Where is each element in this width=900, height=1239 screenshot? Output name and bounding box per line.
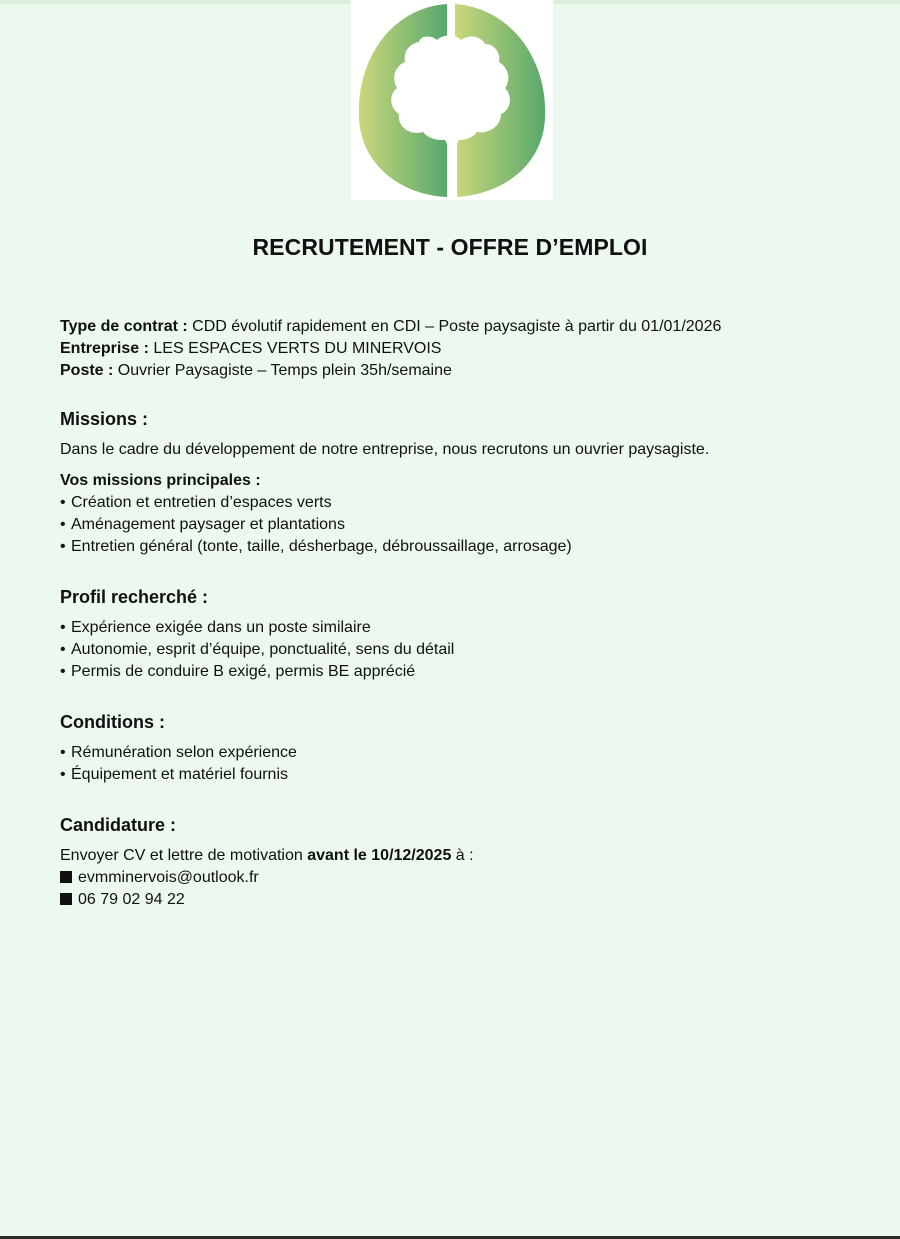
company-value: LES ESPACES VERTS DU MINERVOIS (153, 340, 442, 357)
square-bullet-icon (60, 893, 72, 905)
bullet-icon: • (60, 663, 66, 680)
application-heading: Candidature : (60, 815, 177, 835)
position-line (60, 360, 860, 382)
bullet-icon: • (60, 494, 66, 511)
position-label: Poste : (60, 362, 114, 379)
profile-list (60, 617, 860, 683)
contact-email-line (60, 867, 860, 889)
list-item: • Expérience exigée dans un poste similaire (60, 617, 860, 639)
application-text-after: à : (455, 847, 474, 864)
tree-leaf-icon (351, 0, 553, 200)
list-item: • Création et entretien d’espaces verts (60, 492, 860, 514)
company-logo (351, 0, 553, 200)
application-deadline: avant le 10/12/2025 (307, 847, 452, 864)
bullet-icon: • (60, 641, 66, 658)
profile-heading: Profil recherché : (60, 587, 209, 607)
contract-type-line (60, 316, 860, 338)
contact-email[interactable]: evmminervois@outlook.fr (78, 869, 259, 886)
bullet-icon: • (60, 516, 66, 533)
contact-phone[interactable]: 06 79 02 94 22 (78, 891, 185, 908)
bullet-icon: • (60, 766, 66, 783)
missions-heading: Missions : (60, 409, 149, 429)
bullet-icon: • (60, 619, 66, 636)
job-offer-body (60, 316, 860, 911)
page-title: RECRUTEMENT - OFFRE D’EMPLOI (252, 234, 648, 260)
list-item: • Aménagement paysager et plantations (60, 514, 860, 536)
bullet-icon: • (60, 538, 66, 555)
application-instructions (60, 845, 860, 867)
list-item: • Autonomie, esprit d’équipe, ponctualité, sens du détail (60, 639, 860, 661)
conditions-heading: Conditions : (60, 712, 165, 732)
conditions-list (60, 742, 860, 786)
list-item: • Équipement et matériel fournis (60, 764, 860, 786)
position-value: Ouvrier Paysagiste – Temps plein 35h/semaine (117, 362, 452, 379)
contract-type-label: Type de contrat : (60, 318, 188, 335)
application-text: Envoyer CV et lettre de motivation (60, 847, 303, 864)
missions-intro: Dans le cadre du développement de notre entreprise, nous recrutons un ouvrier paysagiste. (60, 441, 710, 458)
company-label: Entreprise : (60, 340, 149, 357)
list-item: • Rémunération selon expérience (60, 742, 860, 764)
bullet-icon: • (60, 744, 66, 761)
missions-subheading: Vos missions principales : (60, 472, 261, 489)
list-item: • Entretien général (tonte, taille, désherbage, débroussaillage, arrosage) (60, 536, 860, 558)
square-bullet-icon (60, 871, 72, 883)
list-item: • Permis de conduire B exigé, permis BE apprécié (60, 661, 860, 683)
company-line (60, 338, 860, 360)
contract-type-value: CDD évolutif rapidement en CDI – Poste paysagiste à partir du 01/01/2026 (192, 318, 722, 335)
missions-list (60, 492, 860, 558)
contact-phone-line (60, 889, 860, 911)
